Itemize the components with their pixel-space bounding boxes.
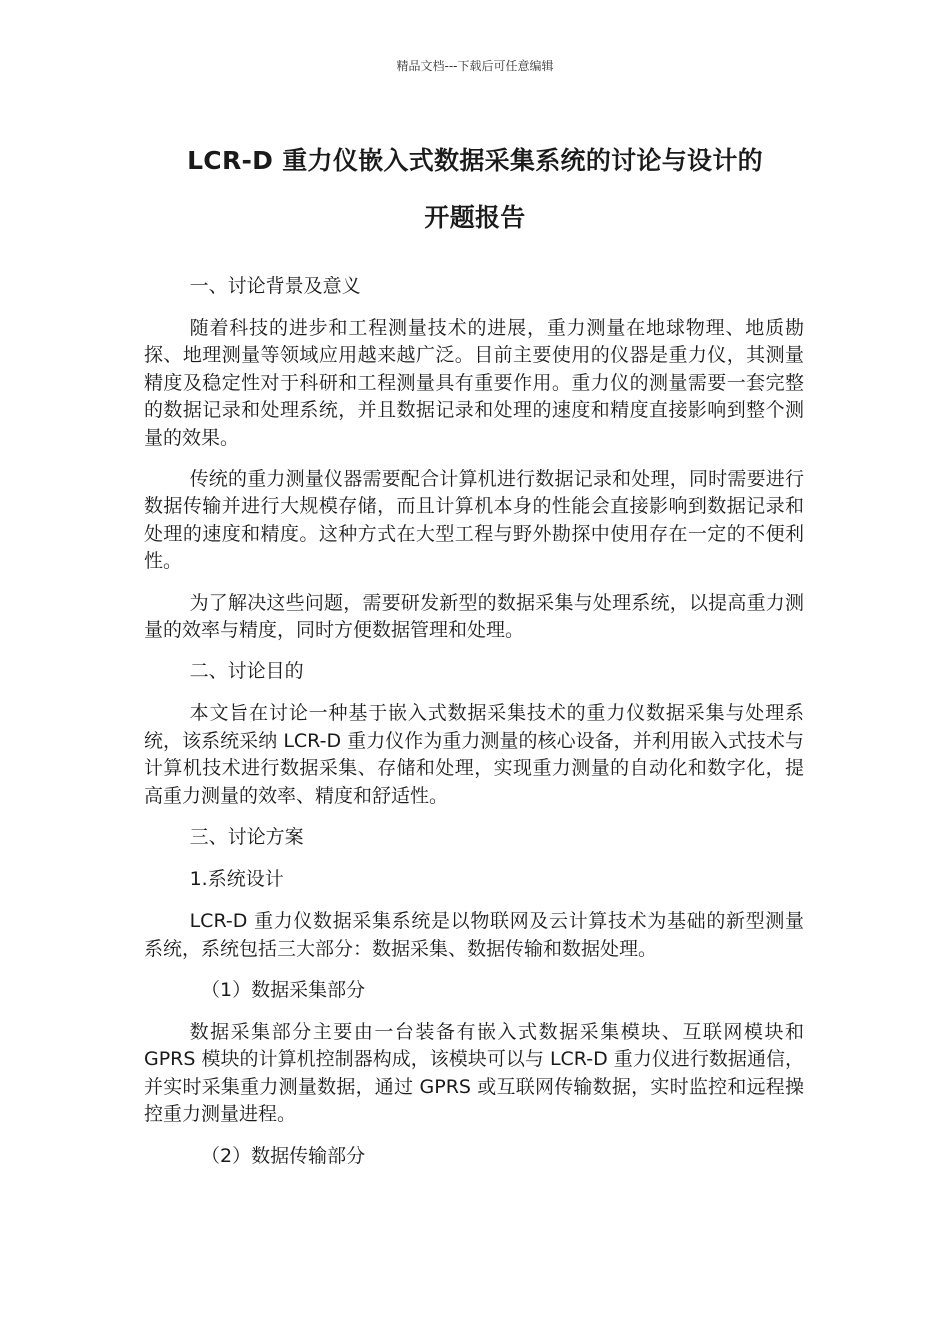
document-body xyxy=(144,273,804,1185)
subheading-system-design: 1.系统设计 xyxy=(189,868,284,891)
document-title-line-2: 开题报告 xyxy=(424,203,526,232)
document-title xyxy=(120,132,830,246)
paragraph-purpose: 本文旨在讨论一种基于嵌入式数据采集技术的重力仪数据采集与处理系统，该系统采纳 LCR-D 重力仪作为重力测量的核心设备，并利用嵌入式技术与计算机技术进行数据采集、存储和处理，实现重力测量的自动化和数字化，提高重力测量的效率、精度和舒适性。 xyxy=(144,702,804,807)
paragraph-data-acquisition: 数据采集部分主要由一台装备有嵌入式数据采集模块、互联网模块和 GPRS 模块的计算机控制器构成，该模块可以与 LCR-D 重力仪进行数据通信，并实时采集重力测量数据，通过 GPRS 或互联网传输数据，实时监控和远程操控重力测量进程。 xyxy=(144,1020,804,1126)
paragraph-background-3: 为了解决这些问题，需要研发新型的数据采集与处理系统，以提高重力测量的效率与精度，同时方便数据管理和处理。 xyxy=(144,591,804,642)
paragraph-background-1: 随着科技的进步和工程测量技术的进展，重力测量在地球物理、地质勘探、地理测量等领域应用越来越广泛。目前主要使用的仪器是重力仪，其测量精度及稳定性对于科研和工程测量具有重要作用。重力仪的测量需要一套完整的数据记录和处理系统，并且数据记录和处理的速度和精度直接影响到整个测量的效果。 xyxy=(144,317,804,449)
section-heading-plan: 三、讨论方案 xyxy=(189,826,304,849)
document-title-line-1: LCR-D 重力仪嵌入式数据采集系统的讨论与设计的 xyxy=(187,146,763,175)
paragraph-background-2: 传统的重力测量仪器需要配合计算机进行数据记录和处理，同时需要进行数据传输并进行大规模存储，而且计算机本身的性能会直接影响到数据记录和处理的速度和精度。这种方式在大型工程与野外勘探中使用存在一定的不便利性。 xyxy=(144,468,804,573)
subheading-data-acquisition: （1）数据采集部分 xyxy=(201,978,366,1001)
paragraph-system-design: LCR-D 重力仪数据采集系统是以物联网及云计算技术为基础的新型测量系统，系统包括三大部分：数据采集、数据传输和数据处理。 xyxy=(144,910,804,960)
page-header: 精品文档---下载后可任意编辑 xyxy=(396,59,554,73)
section-heading-purpose: 二、讨论目的 xyxy=(189,660,304,683)
subheading-data-transmission: （2）数据传输部分 xyxy=(201,1144,366,1167)
section-heading-background: 一、讨论背景及意义 xyxy=(189,275,361,297)
